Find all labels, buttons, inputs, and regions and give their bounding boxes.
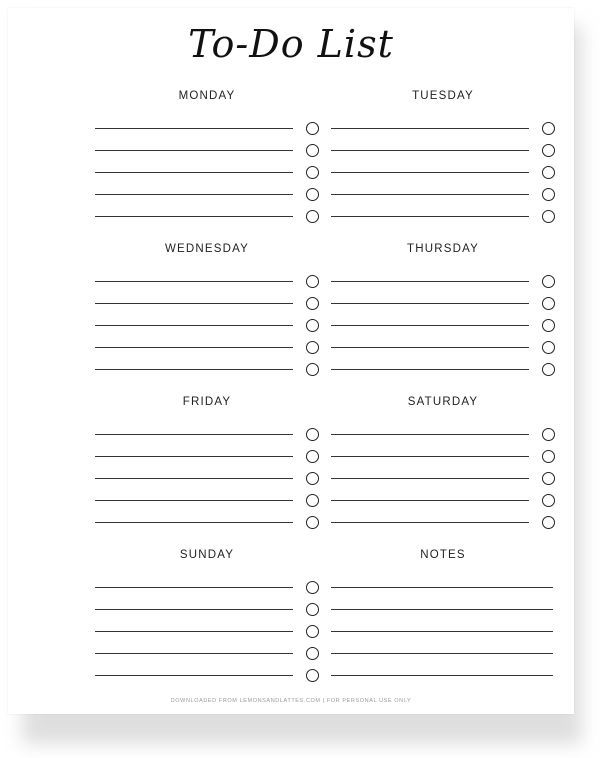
note-line[interactable] bbox=[331, 675, 553, 676]
footer-credit: DOWNLOADED FROM LEMONSANDLATTES.COM | FOR PERSONAL USE ONLY bbox=[170, 698, 412, 704]
task-row bbox=[95, 413, 319, 435]
task-checkbox[interactable] bbox=[306, 669, 319, 682]
task-row bbox=[95, 107, 319, 129]
task-line[interactable] bbox=[95, 522, 293, 523]
note-row bbox=[331, 632, 555, 654]
task-row bbox=[95, 151, 319, 173]
task-line[interactable] bbox=[95, 216, 293, 217]
task-checkbox[interactable] bbox=[542, 363, 555, 376]
task-row bbox=[95, 129, 319, 151]
task-checkbox[interactable] bbox=[306, 210, 319, 223]
task-row bbox=[95, 348, 319, 370]
task-row bbox=[331, 326, 555, 348]
planner-page bbox=[8, 8, 574, 714]
task-row bbox=[95, 610, 319, 632]
task-row bbox=[95, 304, 319, 326]
task-row bbox=[331, 304, 555, 326]
task-row bbox=[95, 195, 319, 217]
task-row bbox=[95, 654, 319, 676]
task-row bbox=[331, 501, 555, 523]
note-row bbox=[331, 588, 555, 610]
task-row bbox=[331, 348, 555, 370]
day-label-wednesday: WEDNESDAY bbox=[164, 243, 250, 255]
task-row bbox=[331, 195, 555, 217]
task-row bbox=[331, 151, 555, 173]
day-label-saturday: SATURDAY bbox=[407, 396, 479, 408]
day-label-sunday: SUNDAY bbox=[179, 549, 235, 561]
task-line[interactable] bbox=[331, 369, 529, 370]
task-row bbox=[331, 129, 555, 151]
task-checkbox[interactable] bbox=[542, 210, 555, 223]
task-row bbox=[95, 588, 319, 610]
day-label-monday: MONDAY bbox=[178, 90, 236, 102]
task-row bbox=[95, 260, 319, 282]
task-row bbox=[95, 479, 319, 501]
task-row bbox=[331, 282, 555, 304]
note-row bbox=[331, 610, 555, 632]
task-row bbox=[95, 566, 319, 588]
task-row bbox=[95, 632, 319, 654]
day-label-tuesday: TUESDAY bbox=[412, 90, 474, 102]
task-row bbox=[95, 326, 319, 348]
task-row bbox=[331, 479, 555, 501]
task-line[interactable] bbox=[95, 675, 293, 676]
task-checkbox[interactable] bbox=[306, 363, 319, 376]
task-row bbox=[331, 413, 555, 435]
note-row bbox=[331, 566, 555, 588]
task-line[interactable] bbox=[95, 369, 293, 370]
day-label-friday: FRIDAY bbox=[182, 396, 232, 408]
task-row bbox=[331, 260, 555, 282]
task-row bbox=[95, 501, 319, 523]
day-label-thursday: THURSDAY bbox=[406, 243, 479, 255]
notes-label: NOTES bbox=[420, 549, 466, 561]
task-checkbox[interactable] bbox=[542, 516, 555, 529]
task-row bbox=[95, 435, 319, 457]
task-row bbox=[331, 173, 555, 195]
task-row bbox=[331, 435, 555, 457]
task-row bbox=[95, 457, 319, 479]
task-line[interactable] bbox=[331, 216, 529, 217]
task-row bbox=[95, 282, 319, 304]
page-title: To-Do List bbox=[188, 22, 394, 66]
task-line[interactable] bbox=[331, 522, 529, 523]
task-row bbox=[95, 173, 319, 195]
task-row bbox=[331, 107, 555, 129]
task-row bbox=[331, 457, 555, 479]
note-row bbox=[331, 654, 555, 676]
task-checkbox[interactable] bbox=[306, 516, 319, 529]
